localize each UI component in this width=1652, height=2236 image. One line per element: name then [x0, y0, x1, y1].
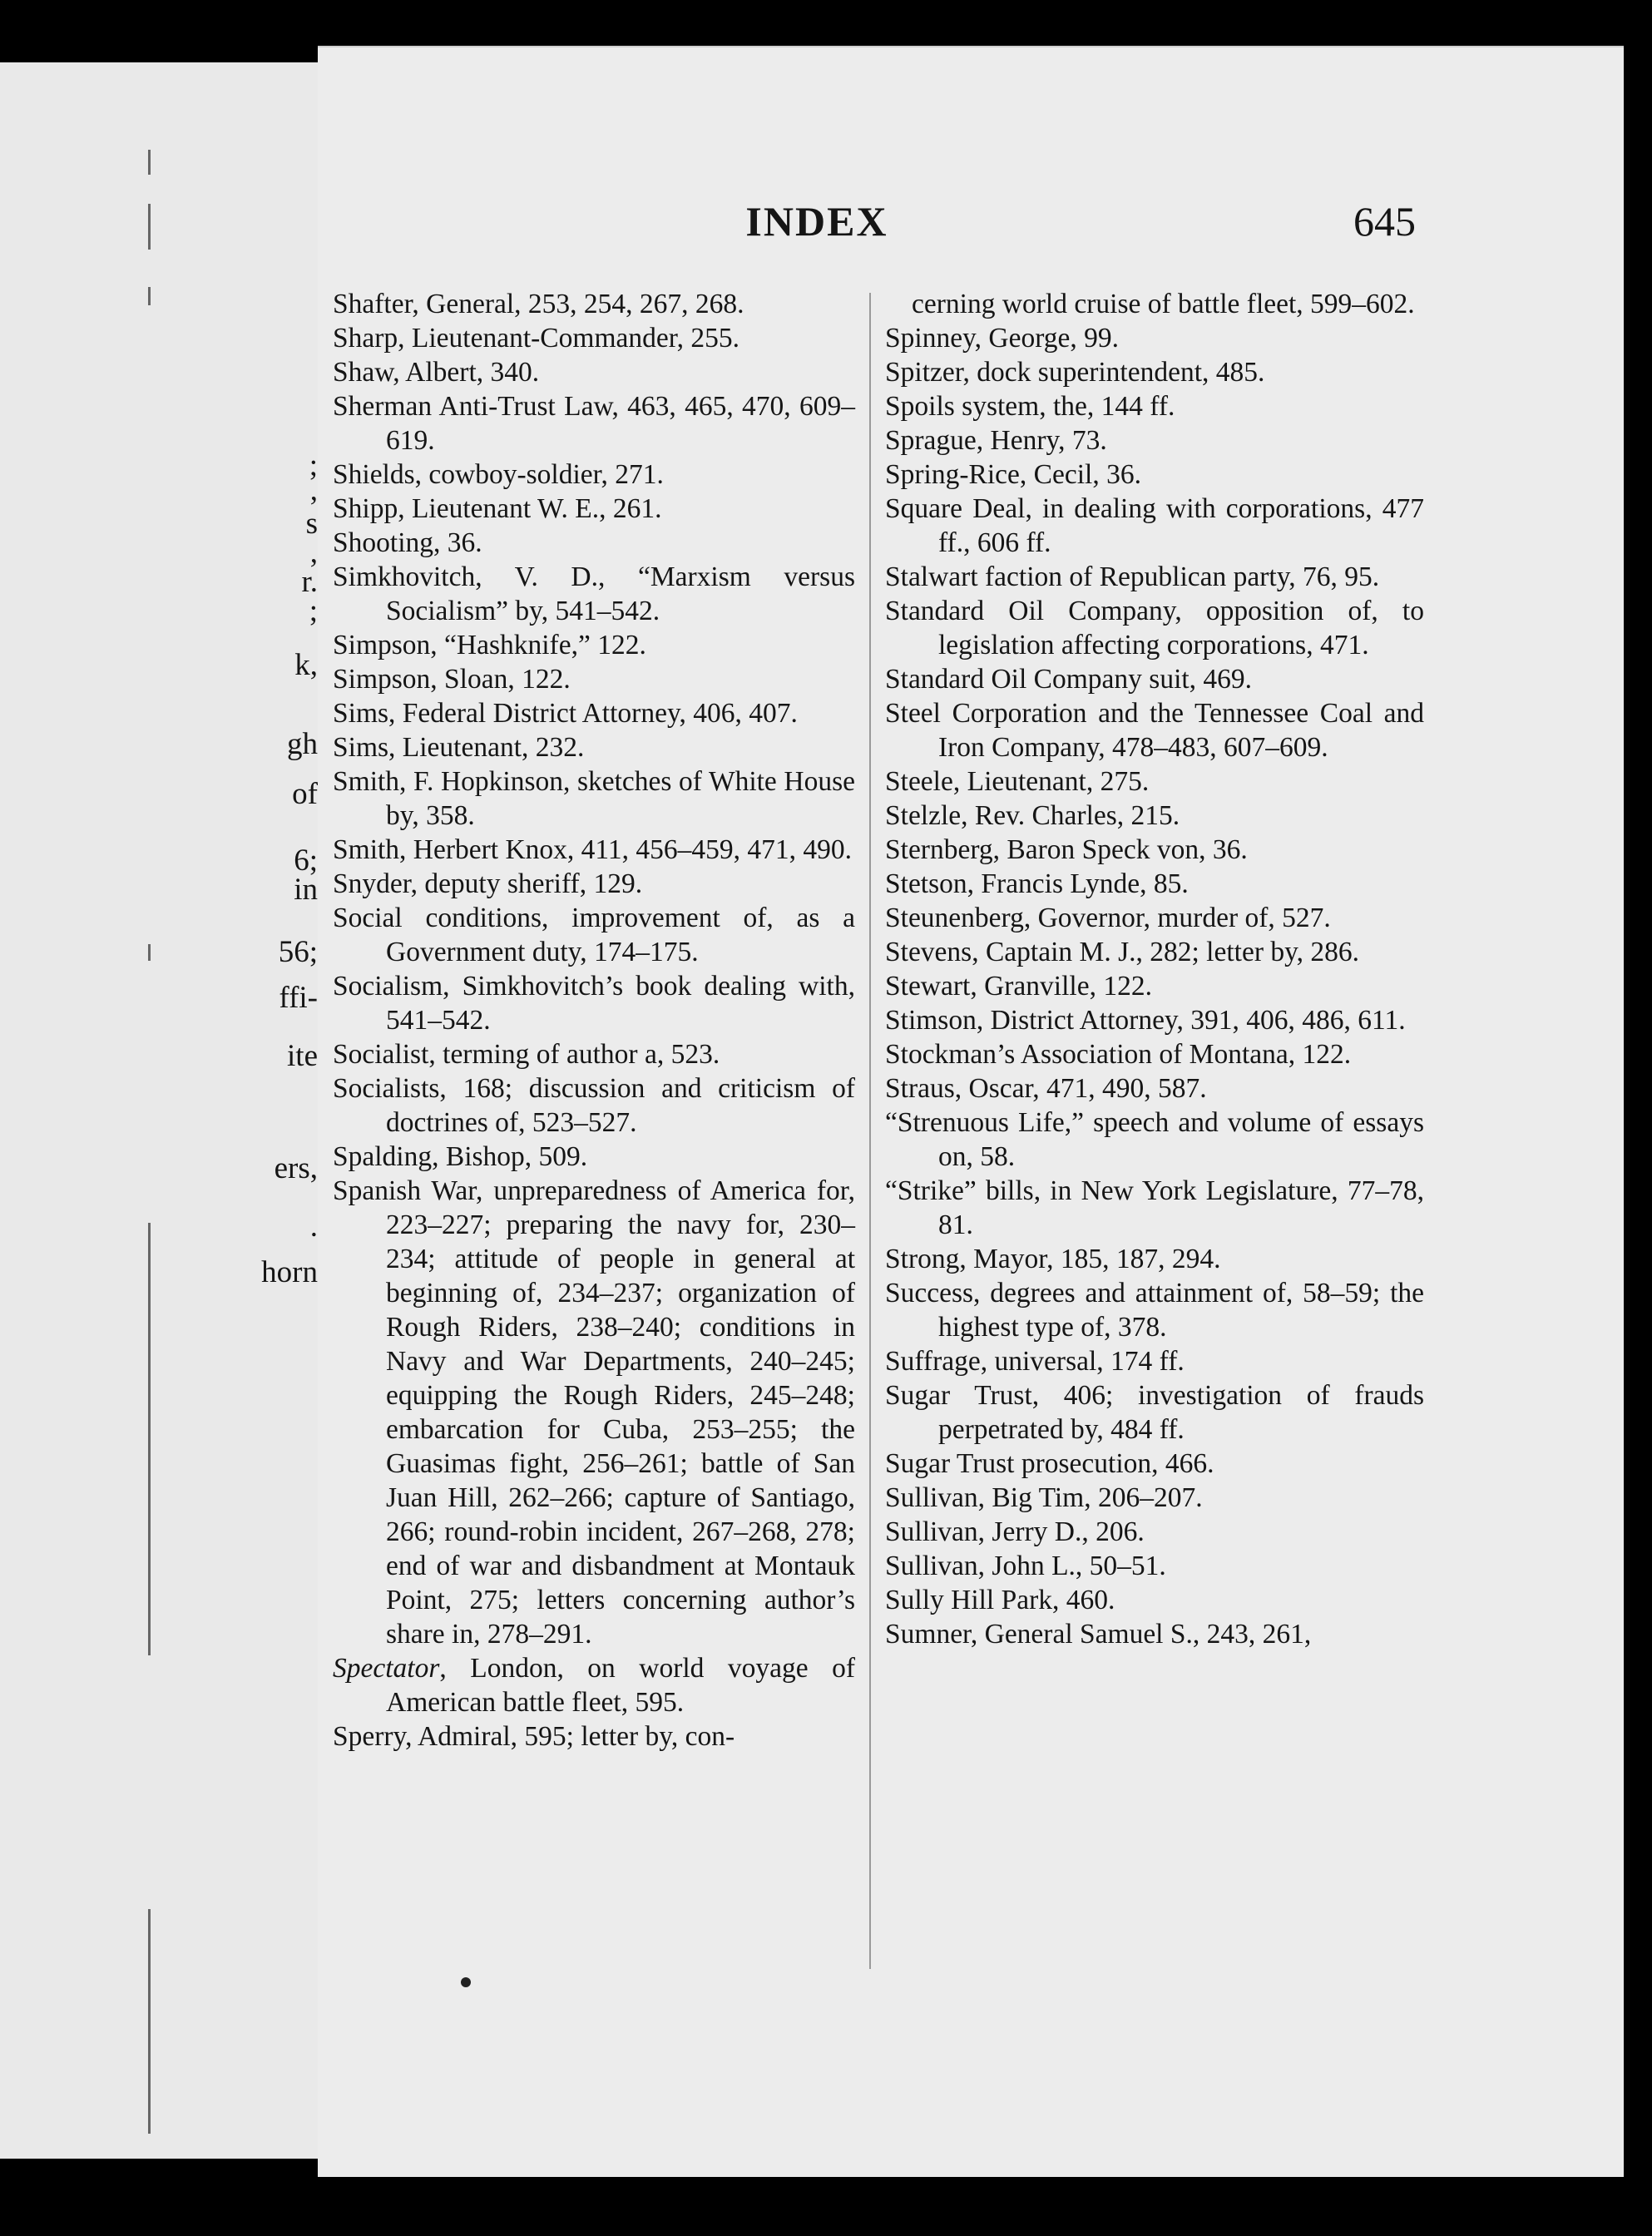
index-entry-text: Sprague, Henry, 73.: [885, 425, 1107, 456]
index-entry-text: Stimson, District Attorney, 391, 406, 486, 611.: [885, 1005, 1406, 1036]
index-entry-text: Sugar Trust prosecution, 466.: [885, 1448, 1214, 1479]
index-entry: [333, 355, 855, 389]
index-entry-text: Stewart, Granville, 122.: [885, 971, 1152, 1002]
index-entry-text: Socialist, terming of author a, 523.: [333, 1039, 720, 1070]
left-page-fragment: ;: [309, 448, 318, 482]
index-entry: [885, 492, 1424, 560]
index-entry: [333, 1651, 855, 1719]
index-entry: [333, 526, 855, 560]
left-page-edge: [0, 62, 319, 2159]
index-entry-text: Shipp, Lieutenant W. E., 261.: [333, 493, 662, 524]
index-entry: [333, 628, 855, 662]
index-entry-text: Steel Corporation and the Tennessee Coal and Iron Company, 478–483, 607–609.: [885, 698, 1424, 763]
index-entry: [333, 1140, 855, 1174]
index-entry: [885, 1617, 1424, 1651]
index-entry-text: Stalwart faction of Republican party, 76, 95.: [885, 561, 1380, 592]
left-page-fragment: ffi-: [279, 981, 318, 1015]
index-entry-text: Spring-Rice, Cecil, 36.: [885, 459, 1141, 490]
index-entry-text: Sternberg, Baron Speck von, 36.: [885, 834, 1248, 865]
left-page-fragment: ,: [309, 473, 318, 507]
index-entry-text: Social conditions, improvement of, as a Government duty, 174–175.: [333, 903, 855, 967]
index-entry-text: Stelzle, Rev. Charles, 215.: [885, 800, 1180, 831]
index-entry: [333, 321, 855, 355]
left-page-fragment: ;: [309, 594, 318, 628]
index-entry-text: Sullivan, John L., 50–51.: [885, 1551, 1166, 1581]
index-entry-text: Success, degrees and attainment of, 58–59; the highest type of, 378.: [885, 1278, 1424, 1343]
index-entry: [885, 1549, 1424, 1583]
index-entry: [885, 662, 1424, 696]
left-page-fragment: ite: [287, 1039, 318, 1073]
index-entry: [885, 458, 1424, 492]
index-entry: [333, 764, 855, 833]
index-entry: [885, 1447, 1424, 1481]
index-entry: [333, 287, 855, 321]
index-entry: [333, 662, 855, 696]
index-entry-text: Stockman’s Association of Montana, 122.: [885, 1039, 1352, 1070]
index-entry-text: Sullivan, Big Tim, 206–207.: [885, 1482, 1203, 1513]
left-page-fragment: 56;: [278, 935, 318, 969]
index-entry-text: Socialists, 168; discussion and criticism of doctrines of, 523–527.: [333, 1073, 855, 1138]
left-page-fragment: in: [294, 873, 318, 907]
index-entry-text: Simpson, “Hashknife,” 122.: [333, 630, 646, 660]
index-entry-text: Smith, F. Hopkinson, sketches of White House by, 358.: [333, 766, 855, 831]
index-entry-text: Sperry, Admiral, 595; letter by, con-: [333, 1721, 735, 1752]
index-entry: [885, 1037, 1424, 1071]
index-entry: [885, 1481, 1424, 1515]
index-entry: [333, 1071, 855, 1140]
index-entry: [333, 389, 855, 458]
index-entry-text: Sumner, General Samuel S., 243, 261,: [885, 1619, 1312, 1650]
index-entry: [333, 458, 855, 492]
index-entry-text: Spitzer, dock superintendent, 485.: [885, 357, 1265, 388]
index-entry-text: Simkhovitch, V. D., “Marxism versus Socialism” by, 541–542.: [333, 561, 855, 626]
index-entry-text: Shaw, Albert, 340.: [333, 357, 540, 388]
spine-mark: [148, 287, 151, 305]
left-page-fragment: k,: [294, 648, 318, 682]
left-page-fragment: .: [309, 1210, 318, 1244]
index-entry-text: Snyder, deputy sheriff, 129.: [333, 868, 643, 899]
ink-dot: [461, 1977, 471, 1987]
index-entry: [885, 1276, 1424, 1344]
index-entry-text: Sully Hill Park, 460.: [885, 1585, 1115, 1615]
index-entry: [885, 764, 1424, 799]
index-entry: [885, 287, 1424, 321]
index-entry-text: Sims, Federal District Attorney, 406, 407.: [333, 698, 798, 729]
index-entry-text: Steunenberg, Governor, murder of, 527.: [885, 903, 1331, 933]
index-entry: [885, 321, 1424, 355]
index-entry: [885, 1242, 1424, 1276]
index-entry-text: “Strike” bills, in New York Legislature, 77–78, 81.: [885, 1175, 1424, 1240]
index-column-left: [333, 287, 855, 1754]
index-entry: [885, 1378, 1424, 1447]
index-entry-text: Square Deal, in dealing with corporations, 477 ff., 606 ff.: [885, 493, 1424, 558]
index-entry: [885, 867, 1424, 901]
index-entry-text: Spanish War, unpreparedness of America for, 223–227; preparing the navy for, 230–234; attitude of people in general at beginning of, 234–237; organization of Rough Riders, 238–240; conditions in Navy and War Departments, 240–245; equipping the Rough Riders, 245–248; embarcation for Cuba, 253–255; the Guasimas fight, 256–261; battle of San Juan Hill, 262–266; capture of Santiago, 266; round-robin incident, 267–268, 278; end of war and disbandment at Montauk Point, 275; letters concerning author’s share in, 278–291.: [333, 1175, 855, 1650]
left-page-fragment: s: [305, 507, 318, 541]
index-entry-text: cerning world cruise of battle fleet, 599–602.: [912, 289, 1415, 319]
index-entry-text: , London, on world voyage of American battle fleet, 595.: [386, 1653, 855, 1718]
index-entry: [333, 901, 855, 969]
index-entry: [885, 1003, 1424, 1037]
index-entry-text: Shafter, General, 253, 254, 267, 268.: [333, 289, 744, 319]
index-page: [318, 46, 1624, 2177]
index-entry-text: Sugar Trust, 406; investigation of frauds perpetrated by, 484 ff.: [885, 1380, 1424, 1445]
index-entry-text: Standard Oil Company, opposition of, to legislation affecting corporations, 471.: [885, 596, 1424, 660]
index-entry-text: Smith, Herbert Knox, 411, 456–459, 471, 490.: [333, 834, 853, 865]
index-entry: [885, 969, 1424, 1003]
index-entry: [333, 492, 855, 526]
index-entry-text: Sims, Lieutenant, 232.: [333, 732, 585, 763]
index-entry-text: Spalding, Bishop, 509.: [333, 1141, 588, 1172]
left-page-fragment: r.: [301, 565, 318, 599]
index-entry-text: Standard Oil Company suit, 469.: [885, 664, 1253, 695]
index-entry-text: Stetson, Francis Lynde, 85.: [885, 868, 1189, 899]
index-entry-text: Shooting, 36.: [333, 527, 482, 558]
column-rule: [869, 293, 871, 1969]
index-entry: [885, 935, 1424, 969]
index-entry-text: Strong, Mayor, 185, 187, 294.: [885, 1244, 1221, 1274]
index-entry-text: Spinney, George, 99.: [885, 323, 1119, 354]
spine-mark: [148, 150, 151, 175]
index-entry: [885, 901, 1424, 935]
index-entry: [333, 696, 855, 730]
index-entry-text: Sullivan, Jerry D., 206.: [885, 1516, 1145, 1547]
index-entry: [885, 423, 1424, 458]
index-entry: [885, 1071, 1424, 1106]
index-entry-text: Straus, Oscar, 471, 490, 587.: [885, 1073, 1207, 1104]
left-page-fragment: ers,: [274, 1151, 318, 1185]
index-entry: [885, 389, 1424, 423]
left-page-fragment: ,: [309, 536, 318, 570]
index-entry: [885, 355, 1424, 389]
index-entry-text: Shields, cowboy-soldier, 271.: [333, 459, 664, 490]
index-entry: [885, 696, 1424, 764]
index-entry-text: Sharp, Lieutenant-Commander, 255.: [333, 323, 739, 354]
index-entry-text: Spoils system, the, 144 ff.: [885, 391, 1175, 422]
running-head: INDEX: [745, 198, 888, 245]
index-entry: [333, 969, 855, 1037]
index-entry: [885, 1174, 1424, 1242]
index-entry: [333, 730, 855, 764]
left-page-fragment: horn: [261, 1255, 318, 1289]
index-entry-text: Socialism, Simkhovitch’s book dealing with, 541–542.: [333, 971, 855, 1036]
index-column-right: [885, 287, 1424, 1651]
left-page-fragment: gh: [287, 727, 318, 761]
left-page-fragment: 6;: [294, 843, 318, 878]
index-entry-text: Sherman Anti-Trust Law, 463, 465, 470, 609–619.: [333, 391, 855, 456]
spine-mark: [148, 204, 151, 250]
index-entry-text: “Strenuous Life,” speech and volume of essays on, 58.: [885, 1107, 1424, 1172]
index-entry-text: Steele, Lieutenant, 275.: [885, 766, 1150, 797]
index-entry: [885, 833, 1424, 867]
index-entry: [333, 1174, 855, 1651]
left-page-fragment: of: [292, 777, 318, 811]
index-entry: [333, 1037, 855, 1071]
index-entry: [333, 833, 855, 867]
index-entry: [885, 1106, 1424, 1174]
index-entry: [333, 1719, 855, 1754]
index-entry: [885, 1344, 1424, 1378]
index-entry-text: Suffrage, universal, 174 ff.: [885, 1346, 1185, 1377]
spine-mark: [148, 1909, 151, 2134]
index-entry: [885, 1583, 1424, 1617]
index-entry: [885, 594, 1424, 662]
index-entry: [885, 560, 1424, 594]
index-entry: [333, 560, 855, 628]
index-entry: [885, 799, 1424, 833]
index-entry-text: Simpson, Sloan, 122.: [333, 664, 571, 695]
index-entry: [333, 867, 855, 901]
index-entry-text: Stevens, Captain M. J., 282; letter by, 286.: [885, 937, 1360, 967]
page-number: 645: [1353, 198, 1416, 245]
index-entry: [885, 1515, 1424, 1549]
index-entry-head: Spectator: [333, 1653, 440, 1684]
